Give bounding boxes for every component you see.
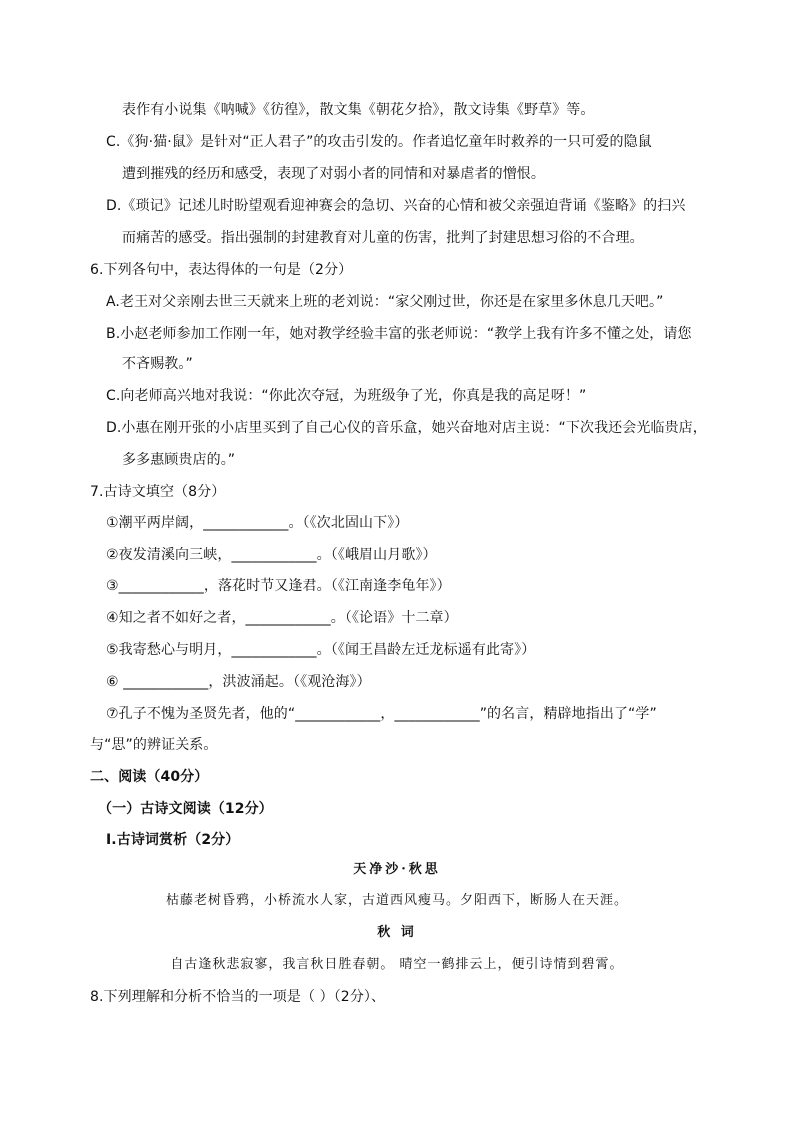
q7-item-7-line1: ⑦孔子不愧为圣贤先者，他的“____________，____________”的名言，精辟地指出了“学” <box>106 706 657 722</box>
q7-item-7-line2: 与“思”的辨证关系。 <box>90 737 218 753</box>
continued-text-line: 表作有小说集《呐喊》《彷徨》，散文集《朝花夕拾》，散文诗集《野草》等。 <box>122 102 595 118</box>
poem1-body: 枯藤老树昏鸦，小桥流水人家，古道西风瘦马。夕阳西下，断肠人在天涯。 <box>165 893 628 908</box>
q7-item-6: ⑥ ____________，洪波涌起。（《观沧海》） <box>106 674 371 690</box>
q6-option-a: A.老王对父亲刚去世三天就来上班的老刘说：“家父刚过世，你还是在家里多休息几天吧。” <box>106 294 664 310</box>
q6-option-b-line2: 不吝赐教。” <box>122 356 193 372</box>
subsection-title: （一）古诗文阅读（12分） <box>98 801 273 817</box>
q5-option-d-line2: 而痛苦的感受。指出强制的封建教育对儿童的伤害，批判了封建思想习俗的不合理。 <box>122 230 644 246</box>
q7-item-4: ④知之者不如好之者，____________。（《论语》十二章） <box>106 610 458 626</box>
part-title: I.古诗词赏析（2分） <box>106 832 240 848</box>
q7-item-5: ⑤我寄愁心与明月，____________。（《闻王昌龄左迁龙标遥有此寄》） <box>106 642 536 658</box>
q7-item-1: ①潮平两岸阔，____________。（《次北固山下》） <box>106 515 409 531</box>
q5-option-d-line1: D.《琐记》记述儿时盼望观看迎神赛会的急切、兴奋的心情和被父亲强迫背诵《鉴略》的扫兴 <box>106 198 686 214</box>
q6-option-c: C.向老师高兴地对我说：“你此次夺冠，为班级争了光，你真是我的高足呀！” <box>106 388 587 404</box>
poem2-title: 秋 词 <box>377 925 417 940</box>
poem1-title: 天净沙·秋思 <box>353 862 441 877</box>
q8-stem: 8.下列理解和分析不恰当的一项是（ ）（2分）、 <box>90 989 386 1005</box>
q7-stem: 7.古诗文填空（8分） <box>90 484 226 500</box>
poem2-body: 自古逢秋悲寂寥，我言秋日胜春朝。 晴空一鹤排云上，便引诗情到碧霄。 <box>170 957 624 972</box>
q7-item-3: ③____________，落花时节又逢君。（《江南逢李龟年》） <box>106 578 451 594</box>
q6-stem: 6.下列各句中，表达得体的一句是（2分） <box>90 262 353 278</box>
section-title: 二、阅读（40分） <box>90 769 209 785</box>
q6-option-d-line2: 多多惠顾贵店的。” <box>122 452 236 468</box>
q5-option-c-line1: C.《狗·猫·鼠》是针对“正人君子”的攻击引发的。作者追忆童年时救养的一只可爱的隐鼠 <box>106 134 652 150</box>
q7-item-2: ②夜发清溪向三峡，____________。（《峨眉山月歌》） <box>106 547 437 563</box>
q6-option-d-line1: D.小惠在刚开张的小店里买到了自己心仪的音乐盒，她兴奋地对店主说：“下次我还会光临贵店， <box>106 420 707 436</box>
q6-option-b-line1: B.小赵老师参加工作刚一年，她对教学经验丰富的张老师说：“教学上我有许多不懂之处，请您 <box>106 326 692 342</box>
q5-option-c-line2: 遭到摧残的经历和感受，表现了对弱小者的同情和对暴虐者的憎恨。 <box>122 166 545 182</box>
